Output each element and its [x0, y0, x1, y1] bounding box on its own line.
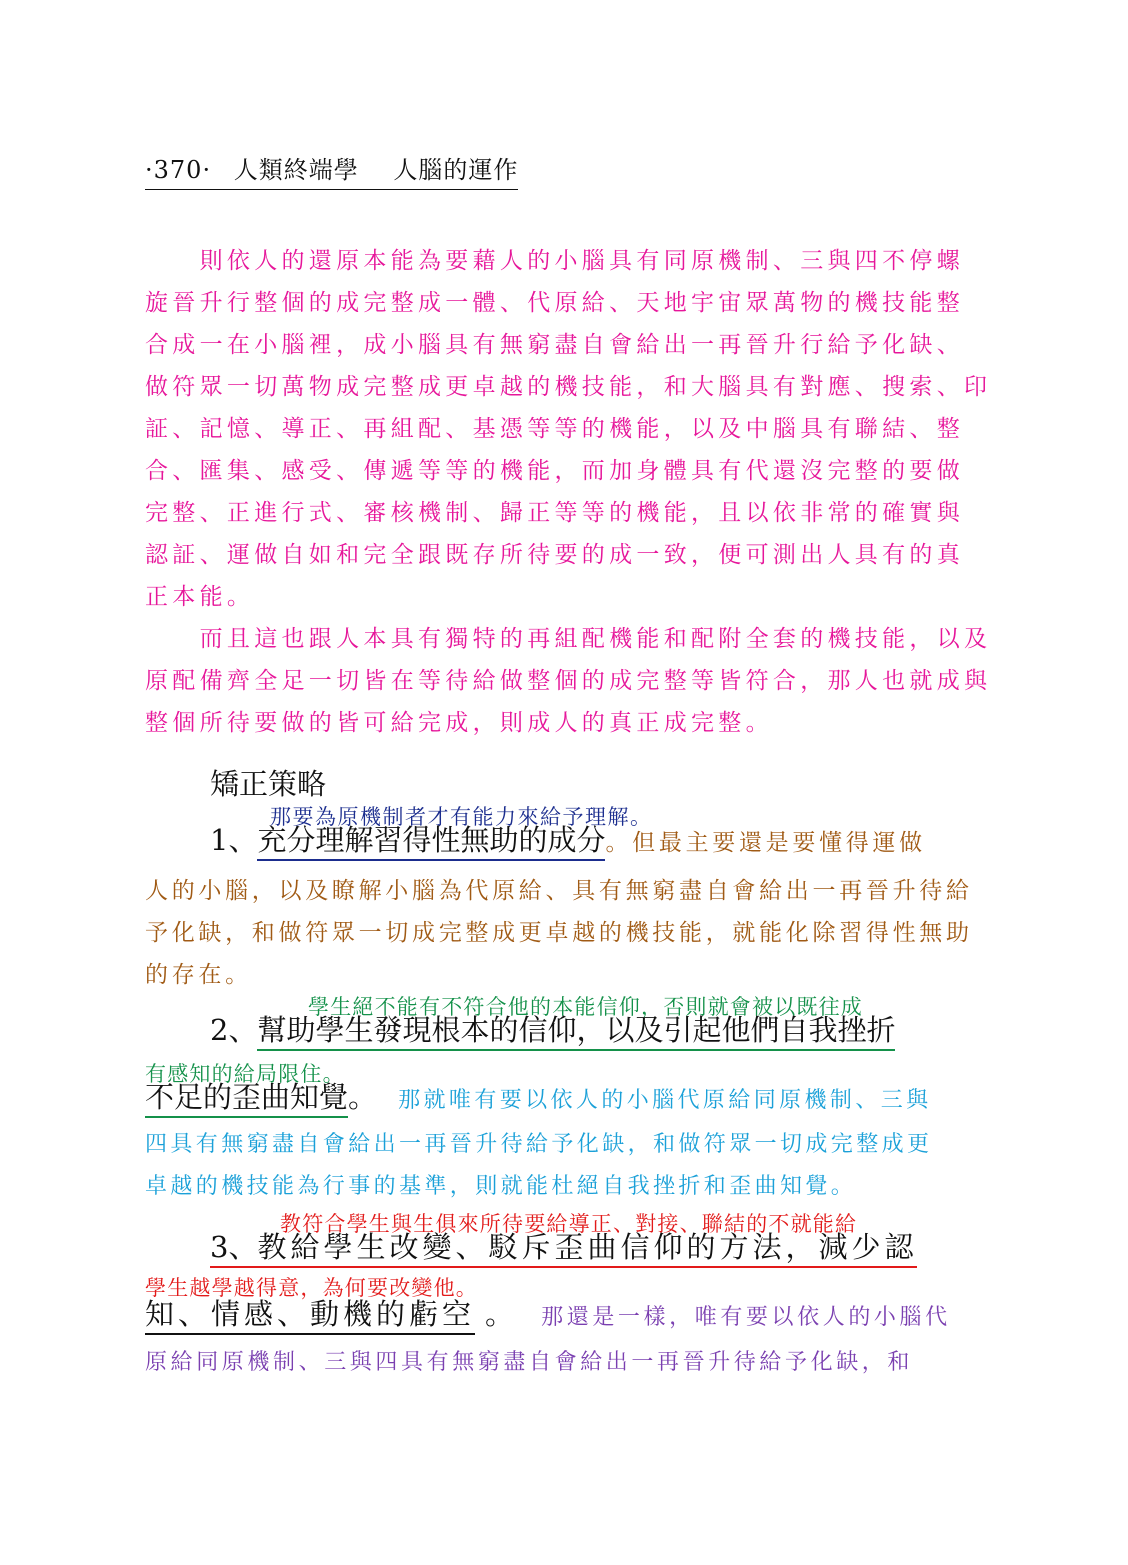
item-heading-line [145, 1080, 932, 1114]
item-title: 充分理解習得性無助的成分 [257, 823, 605, 861]
item-text-line: 人的小腦，以及瞭解小腦為代原給、具有無窮盡自會給出一再晉升待給 [145, 878, 973, 904]
paragraph-line: 原配備齊全足一切皆在等待給做整個的成完整等皆符合，那人也就成與 [145, 668, 992, 694]
item-number: 3、 [210, 1230, 257, 1268]
item-heading-line [145, 1297, 951, 1331]
paragraph-line: 做符眾一切萬物成完整成更卓越的機技能，和大腦具有對應、搜索、印 [145, 374, 992, 400]
item-text-line: 卓越的機技能為行事的基準，則就能杜絕自我挫折和歪曲知覺。 [145, 1174, 857, 1199]
item-heading-line [210, 823, 926, 857]
item-title: 幫助學生發現根本的信仰，以及引起他們自我挫折 [257, 1013, 895, 1051]
margin-note: 有感知的給局限住。 [145, 1062, 345, 1086]
book-title: 人類終端學 [233, 156, 359, 184]
chapter-title: 人腦的運作 [393, 156, 519, 184]
paragraph-line: 旋晉升行整個的成完整成一體、代原給、天地宇宙眾萬物的機技能整 [145, 290, 964, 316]
paragraph-line: 而且這也跟人本具有獨特的再組配機能和配附全套的機技能，以及 [145, 626, 992, 652]
section-title: 矯正策略 [210, 767, 327, 801]
item-text: 那還是一樣，唯有要以依人的小腦代 [541, 1305, 951, 1330]
page-number: ·370· [145, 156, 212, 184]
page-header [145, 150, 518, 190]
margin-note: 那要為原機制者才有能力來給予理解。 [270, 805, 653, 829]
margin-note: 學生越學越得意，為何要改變他。 [145, 1276, 478, 1300]
margin-note: 教符合學生與生俱來所待要給導正、對接、聯結的不就能給 [280, 1212, 858, 1236]
item-trail: 。 [348, 1080, 378, 1114]
paragraph-line: 合成一在小腦裡，成小腦具有無窮盡自會給出一再晉升行給予化缺、 [145, 332, 964, 358]
paragraph-line: 合、匯集、感受、傳遞等等的機能，而加身體具有代還沒完整的要做 [145, 458, 964, 484]
item-text: 但最主要還是要懂得運做 [632, 830, 926, 856]
paragraph-line: 完整、正進行式、審核機制、歸正等等的機能，且以依非常的確實與 [145, 500, 964, 526]
item-trail: 。 [485, 1297, 515, 1331]
paragraph-line: 則依人的還原本能為要藉人的小腦具有同原機制、三與四不停螺 [145, 248, 964, 274]
paragraph-line: 正本能。 [145, 584, 255, 610]
margin-note: 學生絕不能有不符合他的本能信仰，否則就會被以既往成 [308, 995, 863, 1019]
item-text-line: 的存在。 [145, 962, 252, 988]
item-heading-line [210, 1013, 896, 1047]
paragraph-line: 認証、運做自如和完全跟既存所待要的成一致，便可測出人具有的真 [145, 542, 964, 568]
item-title-continued: 不足的歪曲知覺 [145, 1080, 348, 1118]
item-text-line: 予化缺，和做符眾一切成完整成更卓越的機技能，就能化除習得性無助 [145, 920, 973, 946]
paragraph-line: 整個所待要做的皆可給完成，則成人的真正成完整。 [145, 710, 773, 736]
item-text-line: 四具有無窮盡自會給出一再晉升待給予化缺，和做符眾一切成完整成更 [145, 1132, 933, 1157]
item-text: 那就唯有要以依人的小腦代原給同原機制、三與 [398, 1088, 932, 1113]
item-text-line: 原給同原機制、三與四具有無窮盡自會給出一再晉升待給予化缺，和 [145, 1350, 914, 1375]
item-title: 教給學生改變、駁斥歪曲信仰的方法，減少認 [257, 1230, 917, 1268]
item-number: 2、 [210, 1013, 258, 1047]
item-heading-line [210, 1230, 918, 1264]
item-trail: 。 [605, 830, 633, 856]
item-title-continued: 知、情感、動機的虧空 [145, 1297, 475, 1335]
paragraph-line: 証、記憶、導正、再組配、基憑等等的機能，以及中腦具有聯結、整 [145, 416, 964, 442]
item-number: 1、 [210, 823, 258, 857]
